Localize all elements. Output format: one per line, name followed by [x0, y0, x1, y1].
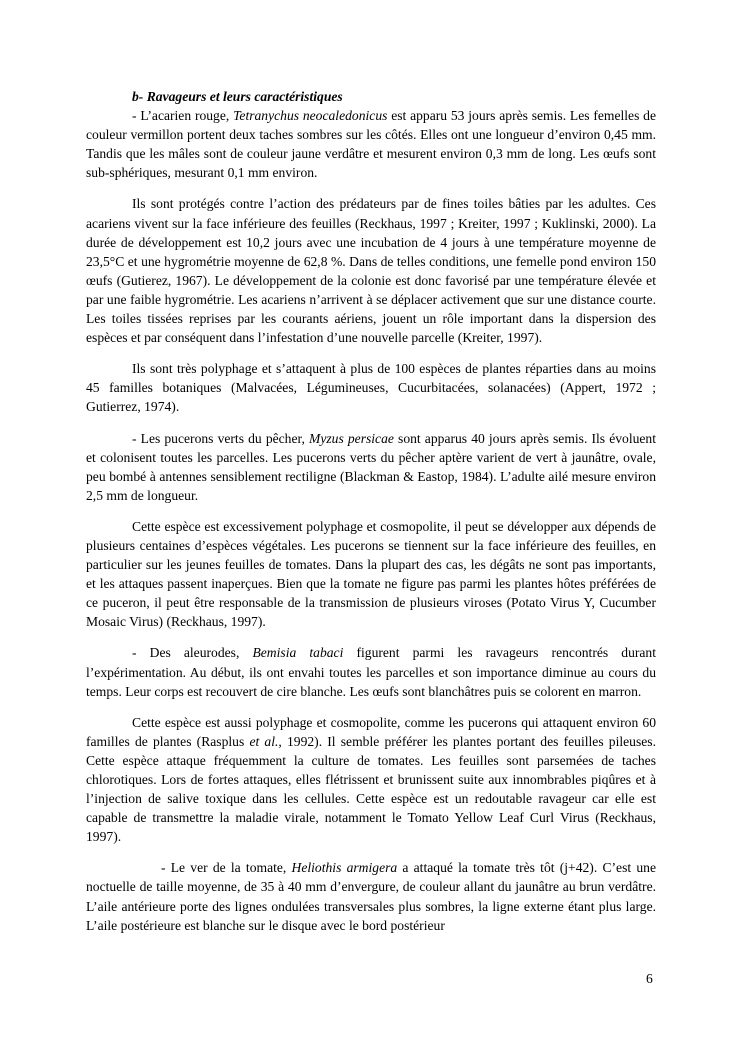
paragraph-protection: Ils sont protégés contre l’action des prédateurs par de fines toiles bâties par les adultes. Ces acariens vivent sur la face inférieure des feuilles (Reckhaus, 1997 ; Kreiter, 1997 ; Kuklinski, 2000). La durée de développement est 10,2 jours avec une incubation de 4 jours à une température moyenne de 23,5°C et une hygrométrie moyenne de 62,8 %. Dans de telles conditions, une femelle pond environ 150 œufs (Gutierez, 1967). Le développement de la colonie est donc favorisé par une température élevée et par une faible hygrométrie. Les acariens n’arrivent à se déplacer activement que sur une distance courte. Les toiles tissées reprises par les courants aériens, jouent un rôle important dans la dispersion des espèces et par conséquent dans l’infestation d’une nouvelle parcelle (Kreiter, 1997).: [86, 196, 656, 346]
citation-et-al: et al.: [249, 733, 279, 749]
paragraph-text: , 1992). Il semble préférer les plantes portant des feuilles pileuses. Cette espèce attaque fréquemment la culture de tomates. Les feuilles sont parsemées de taches chlorotiques. Lors de fortes attaques, elles flétrissent et brunissent suite aux innombrables piqûres et à l’injection de salive toxique dans les cellules. Cette espèce est un redoutable ravageur car elle est capable de transmettre la maladie virale, notamment le Tomato Yellow Leaf Curl Virus (Reckhaus, 1997).: [86, 733, 656, 845]
paragraph-text: - Les pucerons verts du pêcher,: [132, 430, 310, 446]
paragraph-acarien: [86, 106, 656, 182]
species-name: Bemisia tabaci: [252, 645, 344, 661]
document-body: [86, 87, 656, 935]
species-name: Heliothis armigera: [291, 860, 398, 876]
page-number: 6: [646, 971, 653, 986]
species-name: Myzus persicae: [309, 430, 394, 446]
paragraph-text: a attaqué la tomate très tôt (j+42). C’est une noctuelle de taille moyenne, de 35 à 40 mm d’envergure, de couleur allant du jaunâtre au brun verdâtre. L’aile antérieure porte des lignes ondulées transversales plus sombres, la ligne externe étant plus large. L’aile postérieure est blanche sur le disque avec le bord postérieur: [86, 860, 656, 933]
species-name: Tetranychus neocaledonicus: [233, 108, 388, 124]
paragraph-text: est apparu 53 jours après semis. Les femelles de couleur vermillon portent deux taches sombres sur les côtés. Elles ont une longueur d’environ 0,45 mm. Tandis que les mâles sont de couleur jaune verdâtre et mesurent environ 0,3 mm de long. Les œufs sont sub-sphériques, mesurant 0,1 mm environ.: [86, 108, 656, 181]
paragraph-pucerons: [86, 429, 656, 505]
paragraph-text: Cette espèce est aussi polyphage et cosmopolite, comme les pucerons qui attaquent environ 60 familles de plantes (Rasplus: [86, 714, 656, 749]
paragraph-text: sont apparus 40 jours après semis. Ils évoluent et colonisent toutes les parcelles. Les pucerons verts du pêcher aptère varient de vert à jaunâtre, ovale, peu bombé à antennes sensiblement rectiligne (Blackman & Eastop, 1984). L’adulte ailé mesure environ 2,5 mm de longueur.: [86, 430, 656, 503]
paragraph-ver-tomate: [86, 858, 656, 934]
paragraph-cosmopolite: Cette espèce est excessivement polyphage et cosmopolite, il peut se développer aux dépends de plusieurs centaines d’espèces végétales. Les pucerons se tiennent sur la face inférieure des feuilles, en particulier sur les jeunes feuilles de tomates. Dans la plupart des cas, les dégâts ne sont pas importants, et les attaques passent inaperçues. Bien que la tomate ne figure pas parmi les plantes hôtes préférées de ce puceron, il peut être responsable de la transmission de plusieurs viroses (Potato Virus Y, Cucumber Mosaic Virus) (Reckhaus, 1997).: [86, 518, 656, 630]
paragraph-aleurodes: [86, 643, 656, 700]
paragraph-text: - Des aleurodes,: [132, 645, 253, 661]
paragraph-text: - L’acarien rouge,: [132, 108, 234, 124]
paragraph-text: - Le ver de la tomate,: [161, 860, 292, 876]
section-heading: b- Ravageurs et leurs caractéristiques: [132, 89, 343, 104]
paragraph-polyphage: Ils sont très polyphage et s’attaquent à plus de 100 espèces de plantes réparties dans au moins 45 familles botaniques (Malvacées, Légumineuses, Cucurbitacées, solanacées) (Appert, 1972 ; Gutierrez, 1974).: [86, 361, 656, 415]
paragraph-aleurodes-hosts: [86, 713, 656, 847]
paragraph-text: figurent parmi les ravageurs rencontrés durant l’expérimentation. Au début, ils ont envahi toutes les parcelles et son importance diminue au cours du temps. Leur corps est recouvert de cire blanche. Les œufs sont blanchâtres puis se colorent en marron.: [86, 645, 657, 699]
